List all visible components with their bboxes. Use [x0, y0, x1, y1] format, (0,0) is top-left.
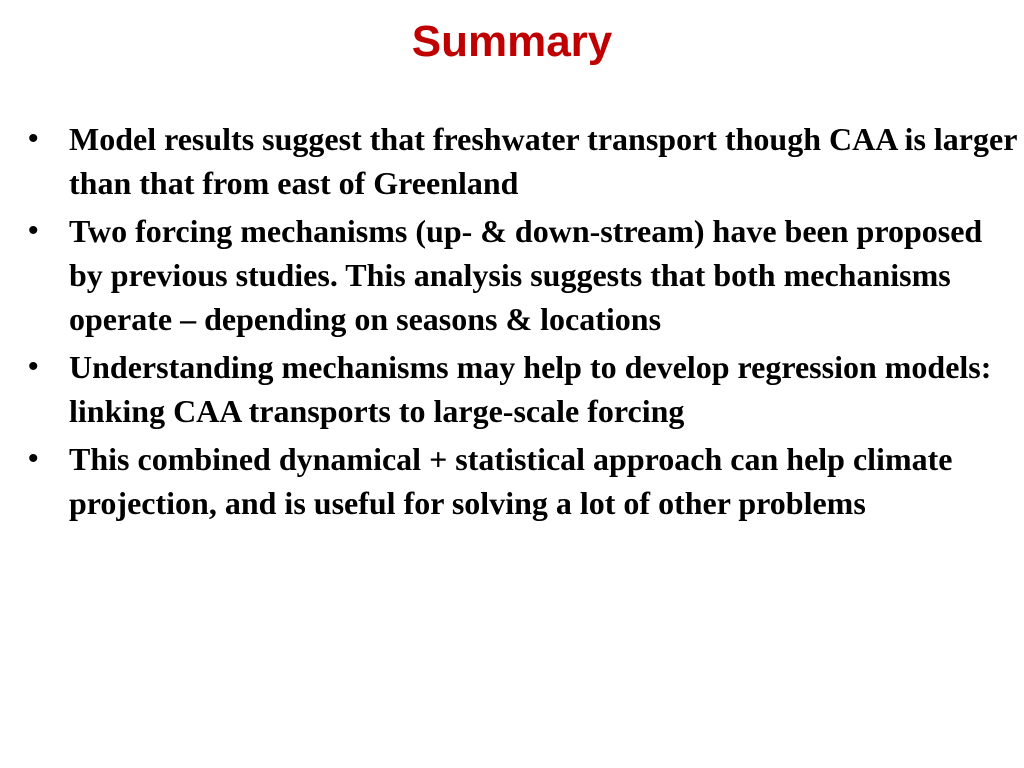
bullet-text: Understanding mechanisms may help to develop regression models: linking CAA transports to large-scale forcing	[69, 349, 992, 429]
bullet-icon: •	[28, 350, 39, 383]
bullet-text: This combined dynamical + statistical approach can help climate projection, and is useful for solving a lot of other problems	[69, 441, 953, 521]
slide-title: Summary	[411, 17, 613, 66]
bullet-text: Two forcing mechanisms (up- & down-stream) have been proposed by previous studies. This analysis suggests that both mechanisms operate – depending on seasons & locations	[69, 213, 983, 337]
bullet-icon: •	[28, 214, 39, 247]
bullet-item	[28, 209, 1018, 341]
bullet-item	[28, 117, 1018, 205]
bullet-list	[28, 117, 1018, 529]
bullet-text: Model results suggest that freshwater transport though CAA is larger than that from east of Greenland	[69, 121, 1017, 201]
bullet-item	[28, 437, 1018, 525]
bullet-icon: •	[28, 122, 39, 155]
bullet-icon: •	[28, 442, 39, 475]
bullet-item	[28, 345, 1018, 433]
